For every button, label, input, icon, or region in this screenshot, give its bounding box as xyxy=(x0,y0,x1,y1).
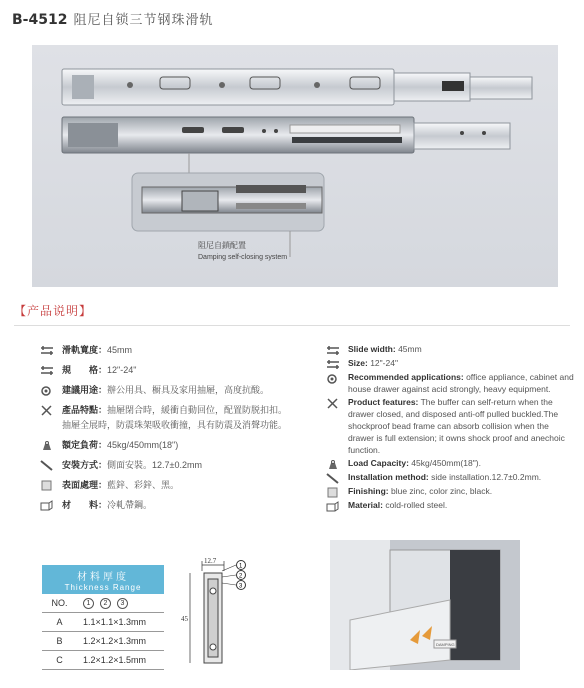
spec-value: 45mm xyxy=(107,345,133,355)
slide-rail-illustration xyxy=(32,45,558,287)
model-number: B-4512 xyxy=(12,12,68,28)
gear-icon xyxy=(40,385,54,396)
spec-label: Product features: xyxy=(348,397,419,407)
rail-profile-drawing xyxy=(180,555,260,673)
spec-value: The buffer can self-return when the drawer closed, and disposed anti-off pulled buckled.The shockproof bead frame can absorb collision when the drawer is full extension; it owns shock proof and anechoic function. xyxy=(348,397,565,455)
finish-icon xyxy=(326,487,340,498)
spec-row xyxy=(40,438,290,453)
spec-label: 滑軌寬度： xyxy=(62,345,108,355)
gear-icon xyxy=(326,373,340,384)
spec-row xyxy=(40,498,290,513)
weight-icon xyxy=(40,440,54,451)
drawer-illustration xyxy=(330,540,520,670)
spec-row xyxy=(40,343,290,358)
table-row xyxy=(42,651,164,670)
row-value: 1.2×1.2×1.3mm xyxy=(83,636,147,646)
spec-label: 材 料： xyxy=(62,500,108,510)
spec-label: 建議用途： xyxy=(62,385,108,395)
spec-row xyxy=(40,363,290,378)
spec-value: 側面安裝。12.7±0.2mm xyxy=(107,460,202,470)
marker-1: 1 xyxy=(83,598,94,609)
spec-label: 規 格： xyxy=(62,365,108,375)
damping-callout-cn: 阻尼自鎖配置 xyxy=(198,241,246,250)
row-value: 1.2×1.2×1.5mm xyxy=(83,655,147,665)
finish-icon xyxy=(40,480,54,491)
thickness-title-cn: 材料厚度 xyxy=(77,572,129,583)
section-title: 【产品说明】 xyxy=(14,304,93,318)
no-header: NO. xyxy=(51,598,68,608)
spec-row xyxy=(326,471,576,484)
spec-label: 安裝方式： xyxy=(62,460,108,470)
width-icon xyxy=(326,345,340,356)
row-id: C xyxy=(56,655,63,665)
spec-row xyxy=(40,458,290,473)
spec-value: office appliance, cabinet and house drawer against acid strongly, heavy equipment. xyxy=(348,372,574,394)
drawer-photo xyxy=(330,540,520,670)
section-divider xyxy=(14,325,570,326)
thickness-table xyxy=(42,565,164,670)
thickness-title-en: Thickness Range xyxy=(64,583,142,592)
spec-value: 抽屜閉合時，緩衝自動回位，配置防脱扣扣。抽屜全展時，防震珠架吸收衝撞，具有防震及消聲功能。 xyxy=(62,405,288,430)
size-icon xyxy=(326,359,340,370)
row-value: 1.1×1.1×1.3mm xyxy=(83,617,147,627)
product-hero-image xyxy=(32,45,558,287)
spec-value: 45kg/450mm(18"). xyxy=(408,458,481,468)
marker-2: 2 xyxy=(100,598,111,609)
spec-label: Size: xyxy=(348,358,368,368)
spec-label: Finishing: xyxy=(348,486,389,496)
table-row xyxy=(42,613,164,632)
spec-label: Recommended applications: xyxy=(348,372,464,382)
spec-label: Load Capacity: xyxy=(348,458,409,468)
weight-icon xyxy=(326,459,340,470)
spec-value: 12"-24" xyxy=(107,365,137,375)
install-icon xyxy=(326,473,340,484)
spec-label: Material: xyxy=(348,500,383,510)
thickness-table-header xyxy=(42,565,164,594)
material-icon xyxy=(326,501,340,512)
spec-list-cn xyxy=(40,343,290,518)
marker-3: 3 xyxy=(117,598,128,609)
spec-label: Slide width: xyxy=(348,344,396,354)
tools-icon xyxy=(326,398,340,409)
spec-row xyxy=(326,357,576,370)
spec-row xyxy=(326,343,576,356)
spec-label: 額定負荷： xyxy=(62,440,108,450)
spec-row xyxy=(40,478,290,493)
spec-row xyxy=(40,403,290,433)
table-row xyxy=(42,632,164,651)
tools-icon xyxy=(40,405,54,416)
spec-label: Installation method: xyxy=(348,472,429,482)
spec-row xyxy=(326,396,576,456)
spec-row xyxy=(326,457,576,470)
profile-marker-3: 3 xyxy=(239,583,243,590)
spec-value: 12"-24" xyxy=(367,358,398,368)
product-title xyxy=(12,9,213,28)
damping-callout-en: Damping self-closing system xyxy=(198,254,288,261)
table-header-row xyxy=(42,594,164,613)
spec-value: 辦公用具、橱具及家用抽屜，高度抗酸。 xyxy=(107,385,270,395)
height-dimension: 45 xyxy=(181,615,188,623)
spec-label: 產品特點： xyxy=(62,405,108,415)
spec-list-en xyxy=(326,343,576,513)
profile-svg xyxy=(180,555,260,673)
width-dimension: 12.7 xyxy=(204,557,217,565)
damping-badge: DAMPING xyxy=(436,642,455,647)
width-icon xyxy=(40,345,54,356)
layer-markers xyxy=(77,597,164,609)
spec-row xyxy=(326,485,576,498)
profile-marker-1: 1 xyxy=(239,563,243,570)
spec-row xyxy=(326,499,576,512)
spec-row xyxy=(326,371,576,395)
size-icon xyxy=(40,365,54,376)
spec-value: cold-rolled steel. xyxy=(382,500,448,510)
spec-value: 藍鋅、彩鋅、黑。 xyxy=(107,480,180,490)
material-icon xyxy=(40,500,54,511)
spec-value: 45kg/450mm(18") xyxy=(107,440,179,450)
install-icon xyxy=(40,460,54,471)
row-id: A xyxy=(56,617,63,627)
spec-label: 表面處理： xyxy=(62,480,108,490)
spec-value: side installation.12.7±0.2mm. xyxy=(428,472,542,482)
row-id: B xyxy=(56,636,63,646)
spec-value: 冷軋帶鋼。 xyxy=(107,500,153,510)
product-name: 阻尼自锁三节钢珠滑轨 xyxy=(73,12,214,27)
spec-value: 45mm xyxy=(395,344,422,354)
spec-row xyxy=(40,383,290,398)
spec-value: blue zinc, color zinc, black. xyxy=(388,486,493,496)
profile-marker-2: 2 xyxy=(239,573,243,580)
